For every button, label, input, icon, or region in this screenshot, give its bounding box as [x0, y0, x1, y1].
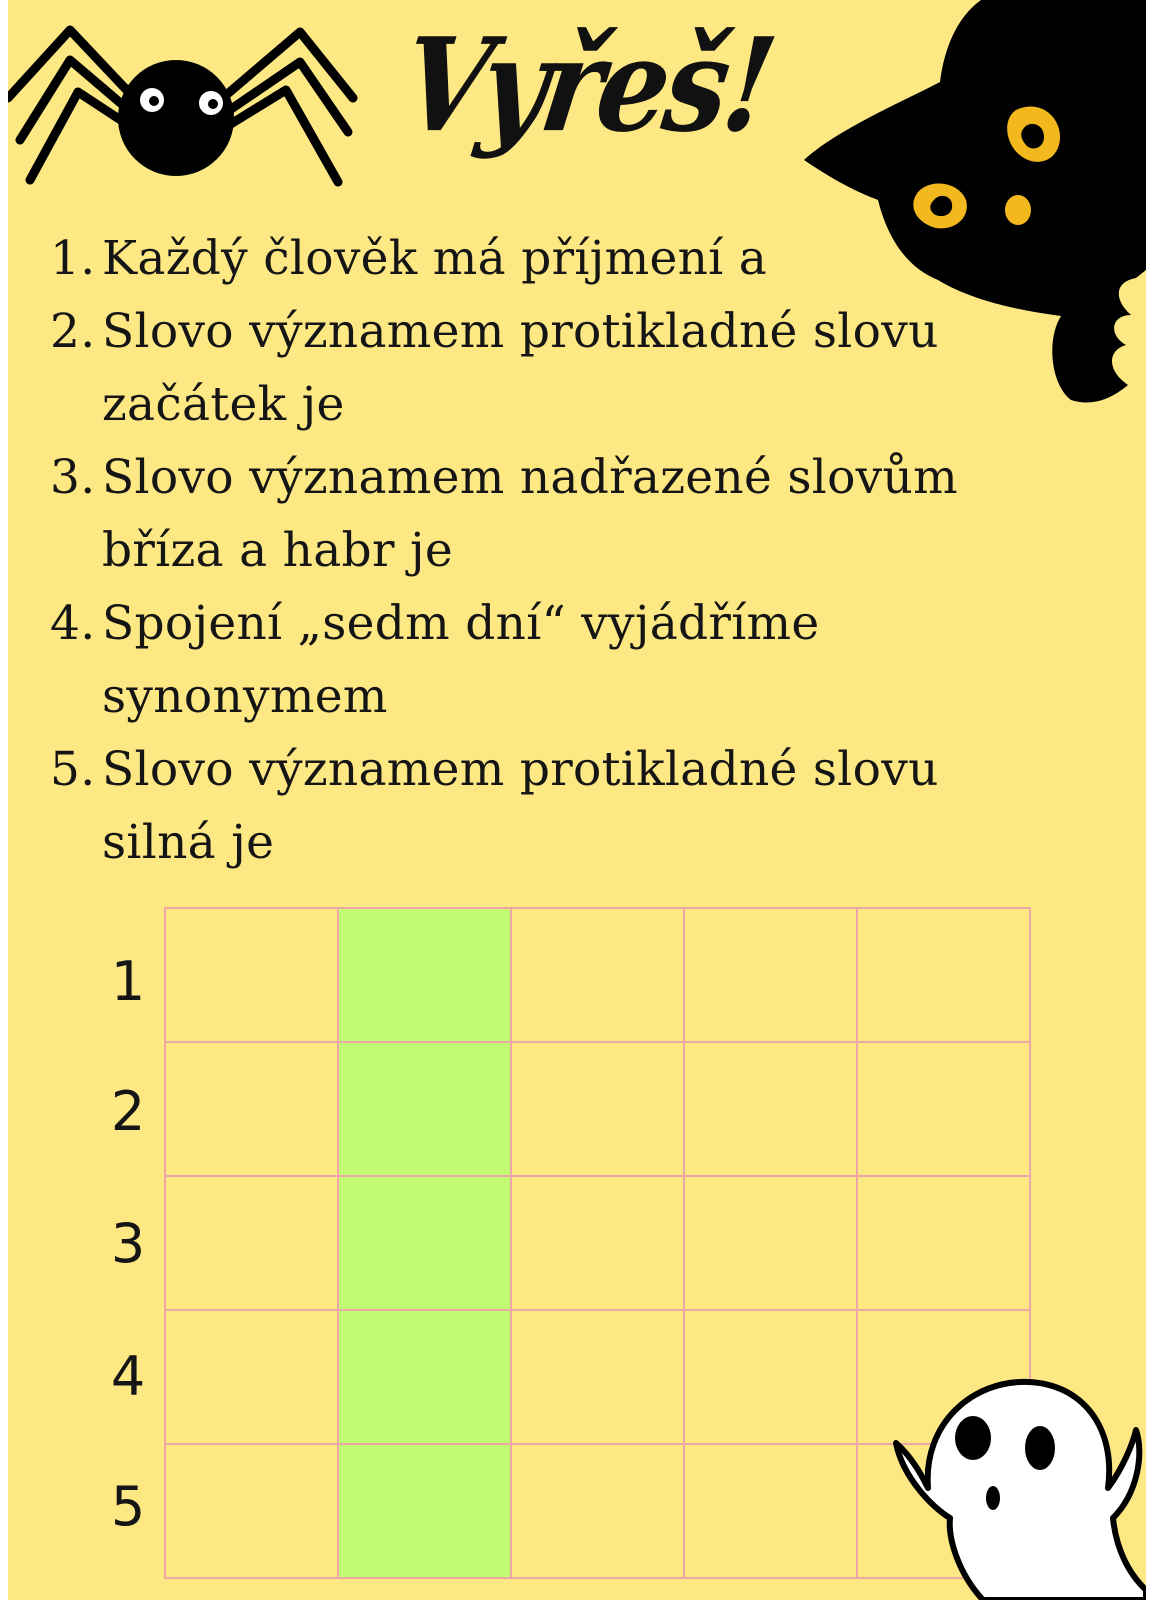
grid-cell[interactable] — [511, 1444, 684, 1578]
grid-cell-solution[interactable] — [338, 1444, 511, 1578]
grid-cell[interactable] — [684, 1042, 857, 1176]
clue-text: Slovo významem protikladné slovu začátek je — [102, 304, 939, 432]
worksheet-page — [8, 0, 1146, 1600]
grid-cell-solution[interactable] — [338, 908, 511, 1042]
grid-row — [165, 1042, 1030, 1176]
clue-text: Slovo významem protikladné slovu silná je — [102, 742, 939, 870]
clue-number: 3. — [50, 450, 96, 505]
grid-cell[interactable] — [165, 1310, 338, 1444]
clue-text: Každý člověk má příjmení a — [102, 231, 768, 286]
grid-cell[interactable] — [684, 1176, 857, 1310]
clue-text: Spojení „sedm dní“ vyjádříme synonymem — [102, 596, 820, 724]
grid-cell[interactable] — [511, 1042, 684, 1176]
clue-item — [50, 587, 902, 733]
page-title: Vyřeš! — [393, 10, 781, 162]
clue-list — [50, 222, 1050, 879]
grid-cell[interactable] — [684, 1444, 857, 1578]
row-number-2: 2 — [110, 1080, 146, 1143]
clue-number: 2. — [50, 304, 96, 359]
row-number-1: 1 — [110, 950, 146, 1013]
clue-item — [50, 441, 1042, 587]
clue-number: 5. — [50, 742, 96, 797]
grid-row — [165, 1176, 1030, 1310]
spider-icon — [8, 20, 378, 195]
grid-cell[interactable] — [165, 1444, 338, 1578]
grid-cell[interactable] — [165, 908, 338, 1042]
grid-cell[interactable] — [684, 908, 857, 1042]
grid-cell-solution[interactable] — [338, 1042, 511, 1176]
grid-row — [165, 908, 1030, 1042]
grid-cell-solution[interactable] — [338, 1310, 511, 1444]
ghost-icon — [888, 1368, 1146, 1600]
clue-item — [50, 295, 1022, 441]
clue-number: 1. — [50, 231, 96, 286]
grid-cell[interactable] — [684, 1310, 857, 1444]
clue-text: Slovo významem nadřazené slovům bříza a habr je — [102, 450, 958, 578]
grid-cell[interactable] — [857, 1176, 1030, 1310]
row-number-5: 5 — [110, 1475, 146, 1538]
grid-cell[interactable] — [511, 908, 684, 1042]
grid-cell[interactable] — [857, 1042, 1030, 1176]
row-number-3: 3 — [110, 1212, 146, 1275]
grid-cell[interactable] — [511, 1176, 684, 1310]
grid-cell[interactable] — [857, 908, 1030, 1042]
clue-item — [50, 733, 1022, 879]
row-number-4: 4 — [110, 1345, 146, 1408]
clue-number: 4. — [50, 596, 96, 651]
grid-cell[interactable] — [511, 1310, 684, 1444]
grid-cell[interactable] — [165, 1176, 338, 1310]
grid-cell[interactable] — [165, 1042, 338, 1176]
grid-cell-solution[interactable] — [338, 1176, 511, 1310]
clue-item — [50, 222, 1050, 295]
